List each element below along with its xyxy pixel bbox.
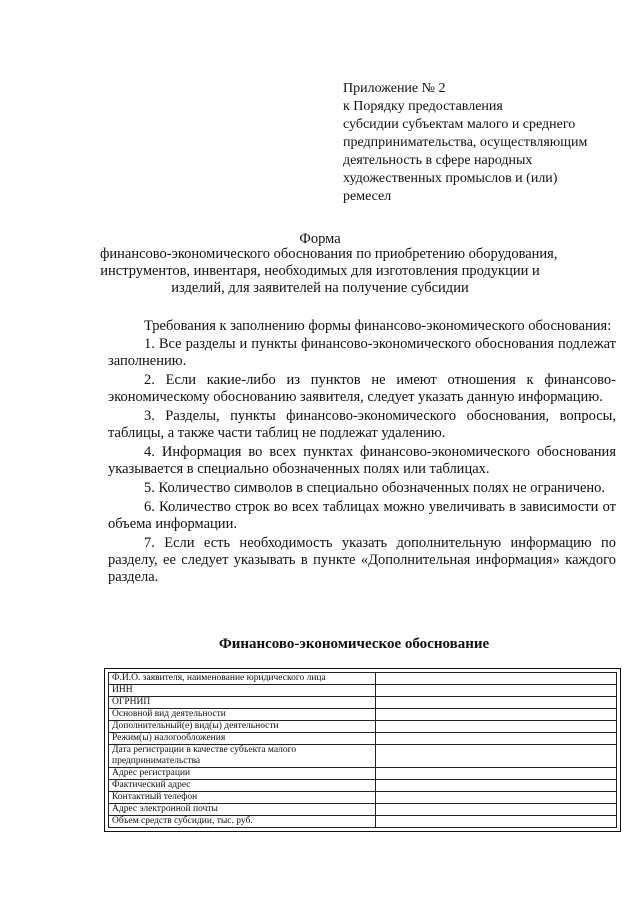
section-title: Финансово-экономическое обоснование: [218, 636, 490, 652]
table-row-value-field[interactable]: [376, 804, 617, 816]
table-row-label: Дата регистрации в качестве субъекта малого предпринимательства: [109, 745, 376, 768]
requirement-item: 2. Если какие-либо из пунктов не имеют отношения к финансово-экономическому обоснованию заявителя, следует указать данную информацию.: [108, 372, 616, 405]
appendix-header: [343, 80, 623, 206]
table-row: [109, 709, 617, 721]
table-row: [109, 673, 617, 685]
table-row: [109, 685, 617, 697]
table-row: [109, 697, 617, 709]
requirements-section: [108, 318, 616, 588]
form-description-line: изделий, для заявителей на получение субсидии: [171, 280, 469, 296]
table-row-label: Режим(ы) налогообложения: [109, 733, 376, 745]
form-description-line: инструментов, инвентаря, необходимых для изготовления продукции и: [100, 263, 540, 279]
appendix-line: субсидии субъектам малого и среднего: [343, 117, 576, 132]
requirement-item: 5. Количество символов в специально обозначенных полях не ограничено.: [144, 480, 606, 496]
table-row-label: Дополнительный(е) вид(ы) деятельности: [109, 721, 376, 733]
table-row: [109, 745, 617, 768]
form-description-line: финансово-экономического обоснования по приобретению оборудования,: [100, 246, 558, 262]
table-row-value-field[interactable]: [376, 816, 617, 828]
requirement-item: 3. Разделы, пункты финансово-экономического обоснования, вопросы, таблицы, а также части таблиц не подлежат удалению.: [108, 408, 616, 441]
table-row-label: ИНН: [109, 685, 376, 697]
requirement-item: 7. Если есть необходимость указать дополнительную информацию по разделу, ее следует указывать в пункте «Дополнительная информация» каждого раздела.: [108, 535, 616, 585]
table-row: [109, 804, 617, 816]
requirement-item: 4. Информация во всех пунктах финансово-экономического обоснования указывается в специально обозначенных полях или таблицах.: [108, 444, 616, 477]
table-row: [109, 780, 617, 792]
table-row-label: ОГРНИП: [109, 697, 376, 709]
table-row-value-field[interactable]: [376, 673, 617, 685]
form-description: [100, 246, 558, 297]
table-row: [109, 721, 617, 733]
requirements-intro: Требования к заполнению формы финансово-экономического обоснования:: [144, 318, 612, 334]
table-row-value-field[interactable]: [376, 709, 617, 721]
table-row-value-field[interactable]: [376, 780, 617, 792]
table-row-label: Фактический адрес: [109, 780, 376, 792]
appendix-line: Приложение № 2: [343, 81, 446, 96]
table-row-value-field[interactable]: [376, 768, 617, 780]
appendix-line: к Порядку предоставления: [343, 99, 503, 114]
table-row-label: Контактный телефон: [109, 792, 376, 804]
table-row: [109, 816, 617, 828]
appendix-line: предпринимательства, осуществляющим: [343, 135, 588, 150]
table-row-label: Ф.И.О. заявителя, наименование юридического лица: [109, 673, 376, 685]
form-title: Форма: [299, 231, 341, 247]
applicant-info-table: [108, 672, 617, 828]
table-row-label: Адрес электронной почты: [109, 804, 376, 816]
table-row-label: Основной вид деятельности: [109, 709, 376, 721]
appendix-line: ремесел: [343, 189, 392, 204]
table-row: [109, 768, 617, 780]
requirement-item: 1. Все разделы и пункты финансово-экономического обоснования подлежат заполнению.: [108, 336, 616, 369]
table-row: [109, 792, 617, 804]
table-row-value-field[interactable]: [376, 697, 617, 709]
table-row-value-field[interactable]: [376, 685, 617, 697]
table-row: [109, 733, 617, 745]
table-row-value-field[interactable]: [376, 792, 617, 804]
table-row-value-field[interactable]: [376, 733, 617, 745]
requirement-item: 6. Количество строк во всех таблицах можно увеличивать в зависимости от объема информации.: [108, 499, 616, 532]
table-row-label: Адрес регистрации: [109, 768, 376, 780]
appendix-line: деятельность в сфере народных: [343, 153, 533, 168]
table-row-label: Объем средств субсидии, тыс. руб.: [109, 816, 376, 828]
appendix-line: художественных промыслов и (или): [343, 171, 558, 186]
table-row-value-field[interactable]: [376, 745, 617, 768]
table-row-value-field[interactable]: [376, 721, 617, 733]
